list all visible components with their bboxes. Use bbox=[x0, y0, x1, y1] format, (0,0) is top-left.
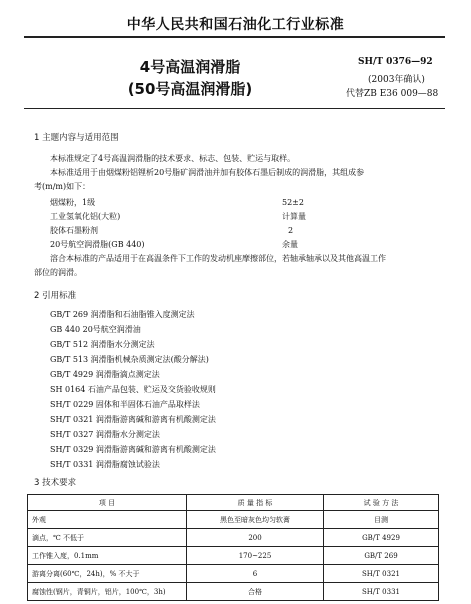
table-cell: 200 bbox=[187, 529, 324, 547]
table-cell: 170~225 bbox=[187, 547, 324, 565]
section1-p2a: 本标准适用于由烟煤粉铝锂析20号脂矿润滑油并加有胶体石墨后制成的润滑脂，其组成参 bbox=[50, 168, 365, 177]
composition-name: 20号航空润滑脂(GB 440) bbox=[50, 240, 145, 249]
table-cell: 工作锥入度，0.1mm bbox=[28, 547, 187, 565]
table-row bbox=[28, 583, 439, 601]
reference-item: GB/T 269 润滑脂和石油脂锥入度测定法 bbox=[50, 310, 195, 319]
column-header: 质 量 指 标 bbox=[187, 495, 324, 511]
section1-p1: 本标准规定了4号高温润滑脂的技术要求、标志、包装、贮运与取样。 bbox=[50, 154, 296, 163]
issuing-authority: 中华人民共和国石油化工行业标准 bbox=[126, 17, 345, 33]
table-cell: SH/T 0331 bbox=[324, 583, 439, 601]
reference-item: SH/T 0329 润滑脂游离碱和游离有机酸测定法 bbox=[50, 445, 216, 454]
section1-heading: 1 主题内容与适用范围 bbox=[34, 133, 119, 143]
reference-item: SH/T 0327 润滑脂水分测定法 bbox=[50, 430, 160, 439]
reference-item: SH/T 0321 润滑脂游离碱和游离有机酸测定法 bbox=[50, 415, 216, 424]
section1-p3a: 溶合本标准的产品适用于在高温条件下工作的发动机座摩擦部位，若轴承轴承以及其他高温工作 bbox=[50, 254, 386, 263]
document-title: 4号高温润滑脂 bbox=[139, 58, 241, 76]
table-cell: 腐蚀性(钢片，青铜片，铝片，100℃，3h) bbox=[28, 583, 187, 601]
column-header: 项 目 bbox=[28, 495, 187, 511]
table-cell: 6 bbox=[187, 565, 324, 583]
composition-value: 52±2 bbox=[282, 198, 304, 207]
reference-item: GB/T 4929 润滑脂滴点测定法 bbox=[50, 370, 160, 379]
document-subtitle: (50号高温润滑脂) bbox=[127, 80, 253, 98]
composition-name: 烟煤粉，1级 bbox=[50, 198, 96, 207]
requirements-table bbox=[27, 494, 439, 601]
reference-item: GB 440 20号航空润滑油 bbox=[50, 325, 141, 334]
reference-item: GB/T 513 润滑脂机械杂质测定法(酸分解法) bbox=[50, 355, 209, 364]
table-cell: GB/T 269 bbox=[324, 547, 439, 565]
composition-name: 工业氢氧化铝(大粒) bbox=[50, 212, 121, 221]
standard-code: SH/T 0376—92 bbox=[358, 57, 433, 67]
table-cell: 合格 bbox=[187, 583, 324, 601]
section2-heading: 2 引用标准 bbox=[34, 291, 77, 301]
table-cell: SH/T 0321 bbox=[324, 565, 439, 583]
table-cell: 目测 bbox=[324, 511, 439, 529]
section3-heading: 3 技术要求 bbox=[34, 478, 77, 488]
table-row bbox=[28, 565, 439, 583]
composition-value: 余量 bbox=[282, 240, 298, 249]
section1-p3b: 部位的润滑。 bbox=[34, 268, 82, 277]
title-rule bbox=[24, 108, 445, 109]
table-cell: 滴点，℃ 不低于 bbox=[28, 529, 187, 547]
header-rule bbox=[24, 36, 445, 38]
table-cell: GB/T 4929 bbox=[324, 529, 439, 547]
table-header-row bbox=[28, 495, 439, 511]
composition-name: 胶体石墨粉剂 bbox=[50, 226, 98, 235]
reference-item: SH/T 0229 固体和半固体石油产品取样法 bbox=[50, 400, 200, 409]
reference-item: GB/T 512 润滑脂水分测定法 bbox=[50, 340, 155, 349]
reference-item: SH 0164 石油产品包装、贮运及交货验收规则 bbox=[50, 385, 216, 394]
composition-value: 2 bbox=[288, 226, 294, 235]
table-cell: 黑色至暗灰色均匀软膏 bbox=[187, 511, 324, 529]
table-row bbox=[28, 547, 439, 565]
table-cell: 外观 bbox=[28, 511, 187, 529]
replaces-standard: 代替ZB E36 009—88 bbox=[346, 89, 439, 99]
section1-p2b: 考(m/m)如下： bbox=[34, 182, 91, 191]
column-header: 试 验 方 法 bbox=[324, 495, 439, 511]
table-row bbox=[28, 511, 439, 529]
table-cell: 游离分离(60℃，24h)，% 不大于 bbox=[28, 565, 187, 583]
table-row bbox=[28, 529, 439, 547]
confirm-year: (2003年确认) bbox=[368, 75, 425, 85]
composition-value: 计算量 bbox=[282, 212, 306, 221]
reference-item: SH/T 0331 润滑脂腐蚀试验法 bbox=[50, 460, 160, 469]
